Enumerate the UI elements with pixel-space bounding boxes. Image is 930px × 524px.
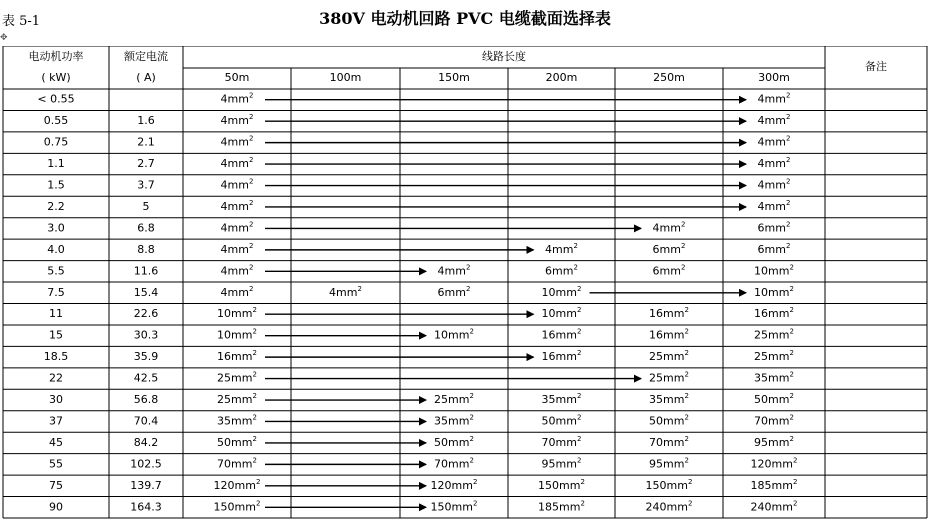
header-power-unit: ( kW)	[41, 71, 71, 84]
cell-cross-section: $95mm^2$	[754, 434, 794, 449]
cell-cross-section: $50mm^2$	[541, 413, 582, 428]
cell-cross-section: $35mm^2$	[541, 392, 582, 407]
cell-cross-section: $4mm^2$	[437, 263, 471, 278]
cell-cross-section: $240mm^2$	[750, 499, 798, 514]
cell-cross-section: $6mm^2$	[652, 263, 686, 278]
table-title: 380V 电动机回路 PVC 电缆截面选择表	[319, 9, 611, 28]
cell-cross-section: $10mm^2$	[217, 327, 257, 342]
cell-cross-section: $185mm^2$	[538, 499, 585, 514]
cell-current: 3.7	[137, 178, 155, 192]
cell-current: 139.7	[130, 478, 162, 492]
cell-cross-section: $4mm^2$	[220, 91, 254, 106]
cell-cross-section: $150mm^2$	[213, 499, 261, 514]
cell-cross-section: $25mm^2$	[217, 370, 257, 385]
cell-cross-section: $4mm^2$	[220, 284, 254, 299]
cell-cross-section: $4mm^2$	[220, 241, 254, 256]
cell-power: 15	[49, 328, 63, 342]
cell-cross-section: $150mm^2$	[645, 477, 693, 492]
cell-cross-section: $25mm^2$	[434, 392, 474, 407]
cell-power: 55	[49, 457, 63, 471]
cell-current: 6.8	[137, 221, 155, 235]
cell-cross-section: $16mm^2$	[541, 327, 582, 342]
cell-cross-section: $4mm^2$	[220, 263, 254, 278]
cell-power: < 0.55	[37, 92, 75, 106]
cable-selection-table	[0, 46, 930, 524]
cell-cross-section: $35mm^2$	[217, 413, 257, 428]
cell-current: 70.4	[133, 414, 159, 428]
cell-cross-section: $70mm^2$	[754, 413, 794, 428]
cell-cross-section: $6mm^2$	[652, 241, 686, 256]
cell-current: 5	[142, 199, 150, 213]
cell-power: 22	[49, 371, 63, 385]
cell-cross-section: $4mm^2$	[220, 177, 254, 192]
cell-cross-section: $70mm^2$	[434, 456, 474, 471]
cell-cross-section: $50mm^2$	[649, 413, 689, 428]
cell-cross-section: $70mm^2$	[217, 456, 257, 471]
cell-cross-section: $35mm^2$	[649, 392, 689, 407]
header-current-unit: ( A)	[136, 71, 156, 84]
header-distance: 50m	[224, 71, 250, 84]
cell-cross-section: $25mm^2$	[217, 392, 257, 407]
cell-cross-section: $120mm^2$	[750, 456, 798, 471]
cell-cross-section: $4mm^2$	[329, 284, 362, 299]
cell-cross-section: $16mm^2$	[649, 327, 689, 342]
cell-current: 2.7	[137, 157, 155, 171]
cell-cross-section: $25mm^2$	[754, 349, 794, 364]
header-power: 电动机功率	[28, 50, 84, 63]
cell-cross-section: $50mm^2$	[217, 434, 257, 449]
cell-cross-section: $4mm^2$	[220, 113, 254, 128]
cell-power: 7.5	[47, 285, 65, 299]
cell-current: 15.4	[133, 285, 159, 299]
cell-power: 37	[49, 414, 63, 428]
cell-cross-section: $10mm^2$	[217, 306, 257, 321]
cell-cross-section: $25mm^2$	[649, 349, 689, 364]
cell-cross-section: $10mm^2$	[541, 306, 582, 321]
cell-cross-section: $16mm^2$	[754, 306, 794, 321]
cell-power: 45	[49, 435, 63, 449]
cell-cross-section: $35mm^2$	[434, 413, 474, 428]
cell-cross-section: $120mm^2$	[430, 477, 478, 492]
cell-power: 3.0	[47, 221, 65, 235]
cell-cross-section: $240mm^2$	[645, 499, 693, 514]
cell-power: 5.5	[47, 264, 65, 278]
cell-power: 4.0	[47, 242, 65, 256]
cell-cross-section: $4mm^2$	[220, 198, 254, 213]
table-number-label: 表 5-1	[2, 14, 41, 29]
header-distance: 150m	[438, 71, 470, 84]
cell-cross-section: $16mm^2$	[541, 349, 582, 364]
cell-power: 1.1	[47, 157, 65, 171]
header-note: 备注	[865, 60, 887, 73]
cell-power: 1.5	[47, 178, 65, 192]
cell-cross-section: $4mm^2$	[757, 177, 791, 192]
cell-current: 35.9	[133, 350, 159, 364]
header-current: 额定电流	[124, 50, 168, 63]
cell-current: 42.5	[133, 371, 159, 385]
cell-cross-section: $4mm^2$	[757, 113, 791, 128]
header-distance: 300m	[758, 71, 790, 84]
cell-current: 11.6	[133, 264, 159, 278]
cell-power: 0.55	[43, 114, 69, 128]
cell-cross-section: $4mm^2$	[757, 134, 791, 149]
move-handle-icon[interactable]: ✥	[0, 33, 8, 43]
cell-cross-section: $25mm^2$	[649, 370, 689, 385]
cell-current: 30.3	[133, 328, 159, 342]
cell-cross-section: $4mm^2$	[220, 220, 254, 235]
cell-power: 0.75	[43, 135, 69, 149]
cell-cross-section: $4mm^2$	[757, 198, 791, 213]
header-distance: 100m	[329, 71, 362, 84]
cell-cross-section: $10mm^2$	[541, 284, 582, 299]
cell-cross-section: $16mm^2$	[649, 306, 689, 321]
cell-power: 2.2	[47, 199, 65, 213]
cell-cross-section: $70mm^2$	[541, 434, 582, 449]
header-line-length: 线路长度	[482, 50, 526, 63]
cell-cross-section: $4mm^2$	[652, 220, 686, 235]
cell-cross-section: $95mm^2$	[649, 456, 689, 471]
cell-cross-section: $95mm^2$	[541, 456, 582, 471]
cell-cross-section: $10mm^2$	[754, 284, 794, 299]
cell-cross-section: $70mm^2$	[649, 434, 689, 449]
header-distance: 250m	[653, 71, 685, 84]
cell-cross-section: $10mm^2$	[434, 327, 474, 342]
cell-current: 84.2	[133, 435, 159, 449]
header-distance: 200m	[545, 71, 578, 84]
cell-current: 8.8	[137, 242, 155, 256]
cell-current: 2.1	[137, 135, 155, 149]
cell-current: 1.6	[137, 114, 155, 128]
cell-current: 22.6	[133, 307, 159, 321]
cell-power: 11	[49, 307, 63, 321]
cell-cross-section: $16mm^2$	[217, 349, 257, 364]
cell-power: 75	[49, 478, 63, 492]
cell-cross-section: $6mm^2$	[757, 241, 791, 256]
cell-cross-section: $6mm^2$	[757, 220, 791, 235]
cell-cross-section: $4mm^2$	[757, 156, 791, 171]
cell-cross-section: $120mm^2$	[213, 477, 261, 492]
cell-power: 18.5	[43, 350, 69, 364]
cell-cross-section: $4mm^2$	[757, 91, 791, 106]
cell-cross-section: $50mm^2$	[754, 392, 794, 407]
cell-cross-section: $150mm^2$	[538, 477, 585, 492]
table-grid	[0, 46, 930, 524]
cell-cross-section: $150mm^2$	[430, 499, 478, 514]
cell-current: 102.5	[130, 457, 162, 471]
cell-cross-section: $6mm^2$	[437, 284, 471, 299]
cell-power: 90	[49, 500, 63, 514]
cell-cross-section: $25mm^2$	[754, 327, 794, 342]
cell-cross-section: $4mm^2$	[220, 134, 254, 149]
cell-cross-section: $50mm^2$	[434, 434, 474, 449]
cell-cross-section: $35mm^2$	[754, 370, 794, 385]
cell-cross-section: $185mm^2$	[750, 477, 798, 492]
cell-cross-section: $4mm^2$	[545, 241, 578, 256]
cell-cross-section: $10mm^2$	[754, 263, 794, 278]
cell-cross-section: $4mm^2$	[220, 156, 254, 171]
cell-power: 30	[49, 393, 63, 407]
cell-current: 56.8	[133, 393, 159, 407]
cell-current: 164.3	[130, 500, 162, 514]
cell-cross-section: $6mm^2$	[545, 263, 578, 278]
